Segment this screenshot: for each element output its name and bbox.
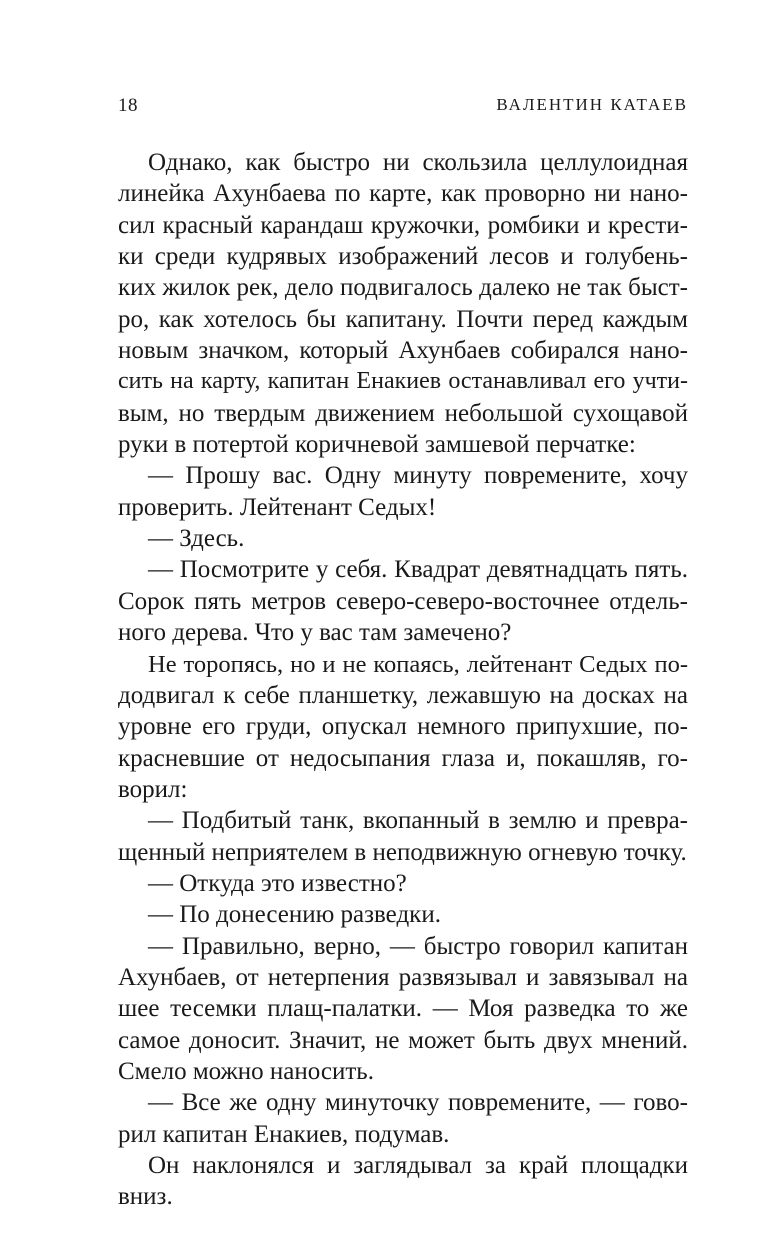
text-line: вниз. [118,1183,173,1211]
text-line: ворил: [118,775,188,803]
text-line: проверить. Лейтенант Седых! [118,493,437,521]
text-line: Не торопясь, но и не копаясь, лейтенант Седых по- [148,650,688,678]
text-line: — Прошу вас. Одну минуту повремените, хочу [148,462,688,490]
text-line: Смело можно наносить. [118,1057,374,1085]
text-line: ки среди кудрявых изображений лесов и голубень- [118,243,688,271]
text-line: — Посмотрите у себя. Квадрат девятнадцать пять. [148,556,688,584]
text-line: — Откуда это известно? [148,869,407,897]
body-text [118,147,688,1213]
text-line: — По донесению разведки. [148,901,441,929]
text-line: новым значком, который Ахунбаев собирался нано- [118,337,688,365]
text-line: сить на карту, капитан Енакиев останавливал его учти- [118,368,688,395]
text-line: додвигал к себе планшетку, лежавшую на досках на [118,681,688,709]
text-line: руки в потертой коричневой замшевой перчатке: [118,431,636,459]
text-line: Однако, как быстро ни скользила целлулоидная [148,149,688,176]
text-line: ро, как хотелось бы капитану. Почти перед каждым [118,305,688,333]
text-line: самое доносит. Значит, не может быть двух мнений. [118,1026,688,1054]
text-line: ких жилок рек, дело подвигалось далеко не так быст- [118,274,688,302]
text-line: Ахунбаев, от нетерпения развязывал и завязывал на [118,963,688,991]
page-number: 18 [118,95,138,116]
text-line: — Правильно, верно, — быстро говорил капитан [148,932,688,960]
text-line: ного дерева. Что у вас там замечено? [118,619,512,647]
page-header [118,95,688,119]
text-line: уровне его груди, опускал немного припухшие, по- [118,713,688,741]
text-line: линейка Ахунбаева по карте, как проворно ни нано- [118,180,688,208]
text-line: вым, но твердым движением небольшой сухощавой [118,399,688,427]
text-line: — Подбитый танк, вкопанный в землю и превра- [148,807,688,835]
text-line: Сорок пять метров северо-северо-восточнее отдель- [118,587,688,615]
text-line: щенный неприятелем в неподвижную огневую точку. [118,838,687,866]
text-line: — Все же одну минуточку повремените, — гово- [148,1089,688,1117]
text-line: — Здесь. [148,525,245,553]
text-line: Он наклонялся и заглядывал за край площадки [148,1152,688,1179]
text-line: красневшие от недосыпания глаза и, покашляв, го- [118,744,688,772]
text-line: шее тесемки плащ-палатки. — Моя разведка то же [118,995,688,1023]
text-line: сил красный карандаш кружочки, ромбики и крести- [118,211,688,239]
running-head-author: ВАЛЕНТИН КАТАЕВ [496,95,688,114]
text-line: рил капитан Енакиев, подумав. [118,1120,450,1148]
